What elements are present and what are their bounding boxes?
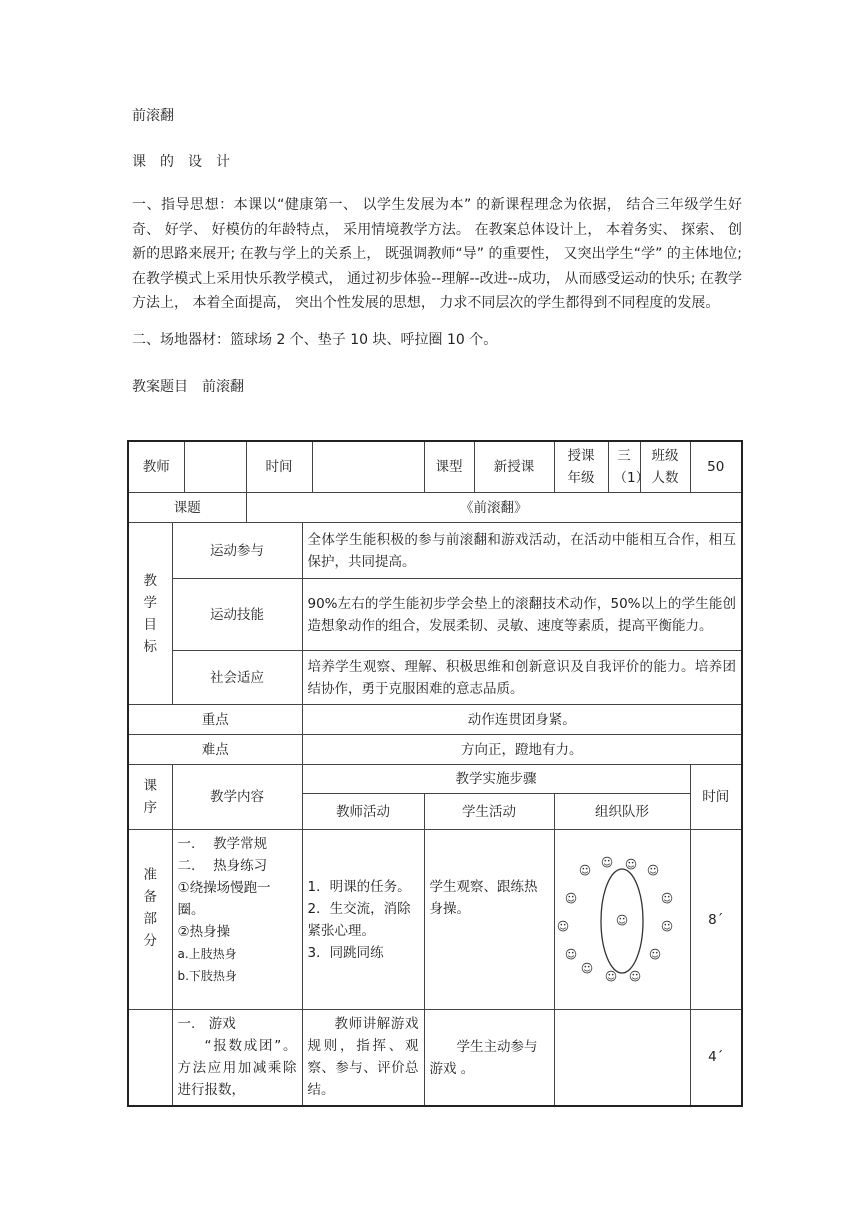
prep-time: 8´: [690, 830, 742, 1010]
smiley-icon: ☺: [648, 947, 662, 961]
prep-label-char: 准: [143, 867, 157, 883]
smiley-icon: ☺: [660, 891, 674, 905]
game-student-activity: 学生主动参与游戏 。: [424, 1010, 554, 1106]
class-size-label-line1: 班级: [651, 448, 679, 464]
type-value: 新授课: [474, 441, 554, 493]
goal-name: 社会适应: [172, 651, 302, 705]
prep-label: [128, 830, 172, 1010]
prep-content-line: a.上肢热身: [177, 947, 237, 961]
equipment-paragraph: 二、场地器材：篮球场 2 个、垫子 10 块、呼拉圈 10 个。: [132, 332, 498, 348]
smiley-icon: ☺: [615, 913, 629, 927]
formation-faces: [557, 855, 674, 983]
grade-label-line2: 年级: [567, 470, 595, 486]
topic-value: 《前滚翻》: [246, 493, 742, 523]
table-row: [128, 1010, 742, 1106]
prep-content-line: 二. 热身练习: [177, 858, 268, 874]
table-row: [128, 705, 742, 735]
smiley-icon: ☺: [564, 947, 578, 961]
smiley-icon: ☺: [660, 919, 674, 933]
game-formation: [554, 1010, 690, 1106]
smiley-icon: ☺: [604, 969, 618, 983]
goal-text: 培养学生观察、理解、积极思维和创新意识及自我评价的能力。培养团结协作，勇于克服困难的意志品质。: [302, 651, 742, 705]
grade-value-line1: 三: [617, 448, 631, 464]
goals-label-char: 教: [143, 572, 157, 589]
order-header-line2: 序: [143, 800, 157, 816]
prep-student-activity: 学生观察、跟练热身操。: [424, 830, 554, 1010]
prep-label-char: 分: [143, 933, 157, 949]
topic-label: 课题: [128, 493, 246, 523]
game-section-label: [128, 1010, 172, 1106]
teacher-activity-header: 教师活动: [302, 794, 424, 830]
smiley-icon: ☺: [580, 961, 594, 975]
class-size-value: 50: [690, 441, 742, 493]
order-header-line1: 课: [143, 778, 157, 794]
difficulty-label: 难点: [128, 735, 302, 765]
time-header: 时间: [690, 765, 742, 830]
formation-header: 组织队形: [554, 794, 690, 830]
smiley-icon: ☺: [556, 919, 570, 933]
game-content-line: 一. 游戏: [177, 1016, 236, 1032]
key-point-label: 重点: [128, 705, 302, 735]
content-header: 教学内容: [172, 765, 302, 830]
student-activity-header: 学生活动: [424, 794, 554, 830]
prep-teacher-line: 3．同跳同练: [307, 945, 384, 961]
doc-title: 前滚翻: [132, 108, 174, 124]
teacher-value: [184, 441, 246, 493]
goals-label: [128, 523, 172, 705]
table-row: [128, 735, 742, 765]
difficulty-value: 方向正，蹬地有力。: [302, 735, 742, 765]
order-header: [128, 765, 172, 830]
formation-circle: [555, 855, 689, 985]
goals-label-char: 学: [143, 594, 157, 611]
prep-teacher-activity: [302, 830, 424, 1010]
prep-content-line: ①绕操场慢跑一圈。: [177, 880, 271, 918]
table-row: [128, 493, 742, 523]
grade-value: [608, 441, 650, 493]
table-row: [128, 765, 742, 794]
game-time: 4´: [690, 1010, 742, 1106]
table-row: [128, 523, 742, 579]
smiley-icon: ☺: [564, 891, 578, 905]
prep-teacher-line: 1．明课的任务。: [307, 879, 411, 895]
goal-text: 全体学生能积极的参与前滚翻和游戏活动，在活动中能相互合作，相互保护，共同提高。: [302, 523, 742, 579]
grade-value-line2: （1）: [613, 470, 650, 486]
goals-label-char: 标: [143, 638, 157, 655]
lesson-plan-table: [127, 440, 743, 1107]
time-label: 时间: [246, 441, 312, 493]
goal-name: 运动参与: [172, 523, 302, 579]
smiley-icon: ☺: [646, 863, 660, 877]
key-point-value: 动作连贯团身紧。: [302, 705, 742, 735]
teacher-label: 教师: [128, 441, 184, 493]
table-row: [128, 579, 742, 651]
smiley-icon: ☺: [578, 863, 592, 877]
table-row: [128, 830, 742, 1010]
type-label: 课型: [424, 441, 474, 493]
guiding-ideas-paragraph: 一、指导思想：本课以“健康第一、 以学生发展为本” 的新课程理念为依据， 结合三年级学生好奇、 好学、 好模仿的年龄特点， 采用情境教学方法。 在教案总体设计上， 本着务实、 探索、 创新的思路来展开; 在教与学上的关系上， 既强调教师“导” 的重要性， 又突出学生“学” 的主体地位; 在教学模式上采用快乐教学模式， 通过初步体验--理解--改进--成功， 从而感受运动的快乐; 在教学方法上， 本着全面提高， 突出个性发展的思想， 力求不同层次的学生都得到不同程度的发展。: [132, 197, 742, 311]
game-teacher-activity: 教师讲解游戏规则，指挥、观察、参与、评价总结。: [302, 1010, 424, 1106]
grade-label-line1: 授课: [567, 448, 595, 464]
smiley-icon: ☺: [600, 855, 614, 869]
table-row: [128, 651, 742, 705]
formation-diagram: [554, 830, 690, 1010]
game-content-line: “报数成团”。方法应用加减乘除进行报数，: [177, 1038, 297, 1098]
game-content: [172, 1010, 302, 1106]
prep-content: [172, 830, 302, 1010]
prep-teacher-line: 2．生交流，消除紧张心理。: [307, 901, 411, 939]
goals-label-char: 目: [143, 616, 157, 633]
table-row: [128, 441, 742, 493]
class-size-label-line2: 人数: [651, 470, 679, 486]
goal-text: 90%左右的学生能初步学会垫上的滚翻技术动作，50%以上的学生能创造想象动作的组合，发展柔韧、灵敏、速度等素质，提高平衡能力。: [302, 579, 742, 651]
lesson-topic-line: 教案题目 前滚翻: [132, 379, 244, 395]
prep-content-line: b.下肢热身: [177, 969, 237, 983]
steps-header: 教学实施步骤: [302, 765, 690, 794]
prep-content-line: 一. 教学常规: [177, 836, 268, 852]
time-value: [312, 441, 424, 493]
grade-label: [554, 441, 608, 493]
doc-subtitle: 课的设计: [132, 154, 244, 170]
smiley-icon: ☺: [624, 857, 638, 871]
prep-label-char: 备: [143, 889, 157, 905]
smiley-icon: ☺: [628, 969, 642, 983]
prep-content-line: ②热身操: [177, 924, 231, 940]
prep-label-char: 部: [143, 911, 157, 927]
goal-name: 运动技能: [172, 579, 302, 651]
